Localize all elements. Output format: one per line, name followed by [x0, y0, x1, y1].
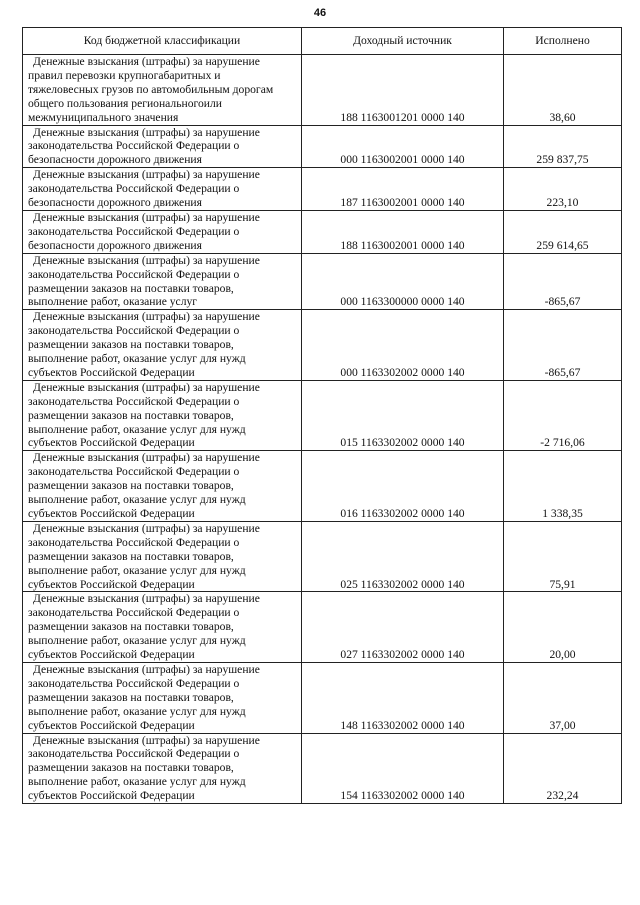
- description-line: субъектов Российской Федерации: [28, 718, 195, 732]
- row-revenue-code: 015 1163302002 0000 140: [302, 380, 504, 451]
- row-description: [23, 125, 302, 168]
- row-revenue-code: 188 1163002001 0000 140: [302, 210, 504, 253]
- row-executed-amount: 223,10: [504, 168, 622, 211]
- description-line: выполнение работ, оказание услуг: [28, 295, 198, 309]
- row-revenue-code: 188 1163001201 0000 140: [302, 55, 504, 126]
- description-line: выполнение работ, оказание услуг для нужд: [28, 634, 246, 648]
- table-row: [23, 521, 622, 592]
- table-row: [23, 55, 622, 126]
- description-line: правил перевозки крупногабаритных и: [28, 68, 221, 82]
- header-revenue-source: Доходный источник: [302, 28, 504, 55]
- description-line: законодательства Российской Федерации о: [28, 182, 240, 196]
- description-line: межмуниципального значения: [28, 110, 179, 124]
- description-line: размещении заказов на поставки товаров,: [28, 281, 234, 295]
- table-row: [23, 168, 622, 211]
- row-description: [23, 592, 302, 663]
- row-revenue-code: 154 1163302002 0000 140: [302, 733, 504, 804]
- row-executed-amount: 259 837,75: [504, 125, 622, 168]
- description-line: выполнение работ, оказание услуг для нужд: [28, 563, 246, 577]
- table-row: [23, 125, 622, 168]
- table-row: [23, 310, 622, 381]
- description-line: субъектов Российской Федерации: [28, 365, 195, 379]
- row-revenue-code: 016 1163302002 0000 140: [302, 451, 504, 522]
- description-line: Денежные взыскания (штрафы) за нарушение: [33, 380, 260, 394]
- description-line: законодательства Российской Федерации о: [28, 747, 240, 761]
- table-row: [23, 733, 622, 804]
- row-description: [23, 253, 302, 310]
- row-description: [23, 451, 302, 522]
- row-revenue-code: 148 1163302002 0000 140: [302, 662, 504, 733]
- row-revenue-code: 025 1163302002 0000 140: [302, 521, 504, 592]
- row-description: [23, 210, 302, 253]
- row-revenue-code: 000 1163002001 0000 140: [302, 125, 504, 168]
- description-line: Денежные взыскания (штрафы) за нарушение: [33, 55, 260, 68]
- description-line: законодательства Российской Федерации о: [28, 267, 240, 281]
- description-line: размещении заказов на поставки товаров,: [28, 338, 234, 352]
- row-executed-amount: -865,67: [504, 310, 622, 381]
- description-line: Денежные взыскания (штрафы) за нарушение: [33, 253, 260, 267]
- description-line: Денежные взыскания (штрафы) за нарушение: [33, 451, 260, 465]
- row-revenue-code: 027 1163302002 0000 140: [302, 592, 504, 663]
- row-description: [23, 55, 302, 126]
- description-line: законодательства Российской Федерации о: [28, 676, 240, 690]
- row-description: [23, 521, 302, 592]
- description-line: законодательства Российской Федерации о: [28, 224, 240, 238]
- description-line: законодательства Российской Федерации о: [28, 324, 240, 338]
- description-line: Денежные взыскания (штрафы) за нарушение: [33, 125, 260, 139]
- row-revenue-code: 000 1163302002 0000 140: [302, 310, 504, 381]
- row-revenue-code: 000 1163300000 0000 140: [302, 253, 504, 310]
- description-line: субъектов Российской Федерации: [28, 436, 195, 450]
- table-row: [23, 592, 622, 663]
- row-executed-amount: 37,00: [504, 662, 622, 733]
- header-budget-classification-code: Код бюджетной классификации: [23, 28, 302, 55]
- description-line: выполнение работ, оказание услуг для нужд: [28, 422, 246, 436]
- header-executed: Исполнено: [504, 28, 622, 55]
- description-line: общего пользования региональногоили: [28, 96, 222, 110]
- description-line: размещении заказов на поставки товаров,: [28, 761, 234, 775]
- description-line: субъектов Российской Федерации: [28, 507, 195, 520]
- page-number: 46: [313, 7, 327, 19]
- table-header-row: [23, 28, 622, 55]
- row-executed-amount: 75,91: [504, 521, 622, 592]
- table-row: [23, 210, 622, 253]
- description-line: законодательства Российской Федерации о: [28, 606, 240, 620]
- budget-revenue-table: [22, 27, 622, 804]
- description-line: тяжеловесных грузов по автомобильным дорогам: [28, 82, 274, 96]
- description-line: Денежные взыскания (штрафы) за нарушение: [33, 733, 260, 747]
- description-line: законодательства Российской Федерации о: [28, 535, 240, 549]
- description-line: выполнение работ, оказание услуг для нужд: [28, 775, 246, 789]
- description-line: безопасности дорожного движения: [28, 238, 202, 252]
- row-description: [23, 310, 302, 381]
- row-description: [23, 662, 302, 733]
- row-executed-amount: 259 614,65: [504, 210, 622, 253]
- description-line: выполнение работ, оказание услуг для нужд: [28, 352, 246, 366]
- description-line: законодательства Российской Федерации о: [28, 139, 240, 153]
- table-row: [23, 662, 622, 733]
- description-line: Денежные взыскания (штрафы) за нарушение: [33, 168, 260, 182]
- description-line: выполнение работ, оказание услуг для нужд: [28, 493, 246, 507]
- table-row: [23, 380, 622, 451]
- description-line: Денежные взыскания (штрафы) за нарушение: [33, 521, 260, 535]
- description-line: размещении заказов на поставки товаров,: [28, 479, 234, 493]
- description-line: законодательства Российской Федерации о: [28, 394, 240, 408]
- description-line: законодательства Российской Федерации о: [28, 465, 240, 479]
- description-line: выполнение работ, оказание услуг для нужд: [28, 704, 246, 718]
- description-line: субъектов Российской Федерации: [28, 577, 195, 591]
- description-line: размещении заказов на поставки товаров,: [28, 408, 234, 422]
- row-executed-amount: -865,67: [504, 253, 622, 310]
- description-line: Денежные взыскания (штрафы) за нарушение: [33, 662, 260, 676]
- row-executed-amount: -2 716,06: [504, 380, 622, 451]
- description-line: Денежные взыскания (штрафы) за нарушение: [33, 310, 260, 324]
- row-revenue-code: 187 1163002001 0000 140: [302, 168, 504, 211]
- description-line: размещении заказов на поставки товаров,: [28, 620, 234, 634]
- row-description: [23, 380, 302, 451]
- row-description: [23, 733, 302, 804]
- row-executed-amount: 38,60: [504, 55, 622, 126]
- description-line: субъектов Российской Федерации: [28, 648, 195, 662]
- row-executed-amount: 232,24: [504, 733, 622, 804]
- table-row: [23, 253, 622, 310]
- row-description: [23, 168, 302, 211]
- description-line: безопасности дорожного движения: [28, 196, 202, 210]
- description-line: размещении заказов на поставки товаров,: [28, 690, 234, 704]
- description-line: размещении заказов на поставки товаров,: [28, 549, 234, 563]
- table-row: [23, 451, 622, 522]
- description-line: Денежные взыскания (штрафы) за нарушение: [33, 210, 260, 224]
- description-line: субъектов Российской Федерации: [28, 789, 195, 803]
- description-line: Денежные взыскания (штрафы) за нарушение: [33, 592, 260, 606]
- description-line: безопасности дорожного движения: [28, 153, 202, 167]
- row-executed-amount: 20,00: [504, 592, 622, 663]
- table-body: [23, 55, 622, 804]
- row-executed-amount: 1 338,35: [504, 451, 622, 522]
